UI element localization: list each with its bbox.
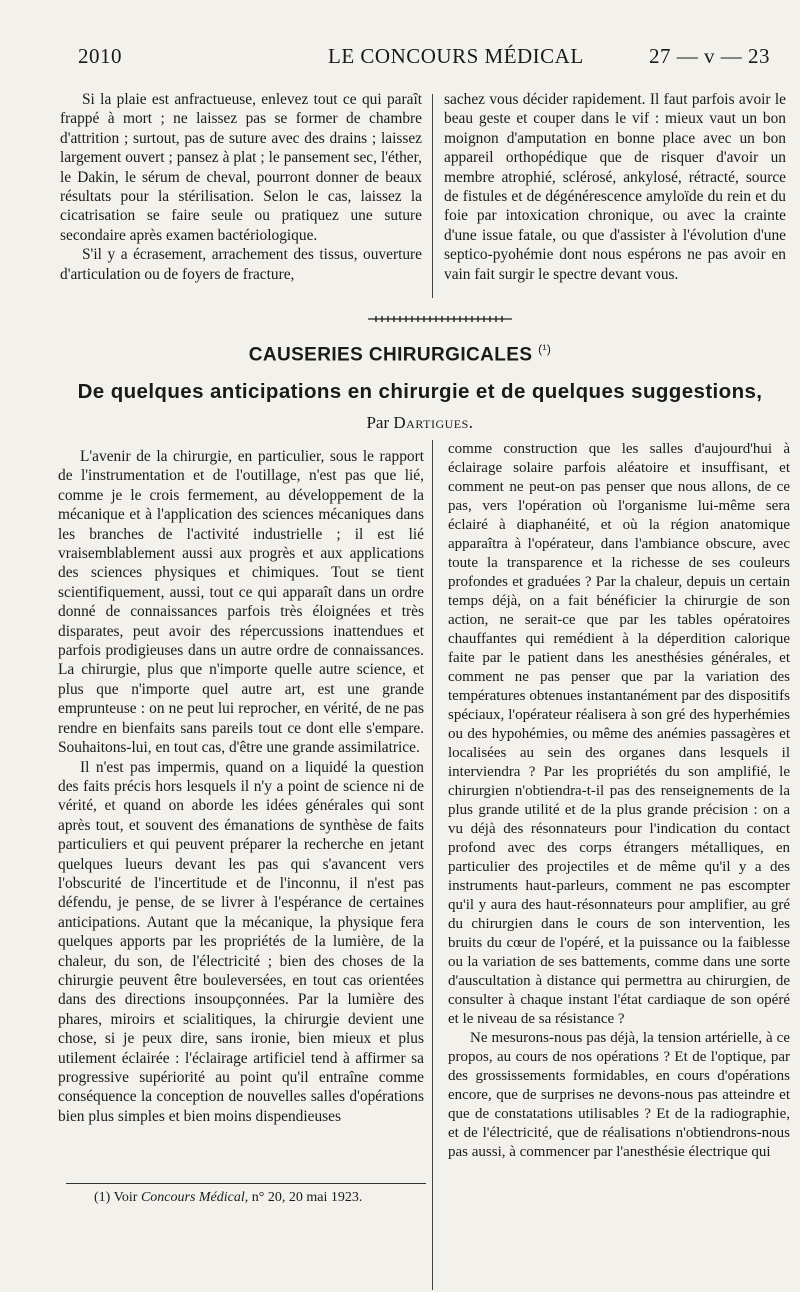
footnote-reference: n° 20, 20 mai 1923. (251, 1190, 363, 1205)
paragraph: sachez vous décider rapidement. Il faut parfois avoir le beau geste et couper dans le vif : mieux vaut un bon moignon d'amputation en bonne place avec un bon appareil orthopédique que de risquer d'avoir un membre atrophié, sclérosé, ankylosé, rétracté, source de fistules et de dégénérescence amyloïde du rein et du foie par intoxication chronique, ou avec la crainte d'une issue fatale, ou que d'assister à l'évolution d'une septico-pyohémie dont nous espérons ne pas avoir en vain fait surgir le spectre devant vous. (444, 91, 786, 283)
column-divider (432, 94, 433, 298)
paragraph: Il n'est pas impermis, quand on a liquidé la question des faits précis hors lesquels il n'y a point de science ni de vérité, et quand on aborde les idées générales qui sont après tout, et souvent des émanations de synthèse de faits particuliers et qui peuvent préparer la recherche en jetant quelques lueurs devant les pas qui s'avancent vers l'obscurité de l'incertitude et de l'inconnu, il n'est pas défendu, je pense, de se livrer à l'espérance de certaines anticipations. Autant que la mécanique, la physique fera quelques apports par les propriétés de la lumière, de la chaleur, du son, de l'électricité ; bien des choses de la chirurgie peuvent être bouleversées, en tout cas orientées dans des directions insoupçonnées. Par la lumière des phares, miroirs et scialitiques, la chirurgie devient une chose, si je peux dire, sans ironie, bien mieux et plus utilement éclairée : l'éclairage artificiel tend à affirmer sa progressive supériorité au point qu'il entraîne comme conséquence la conception de nouvelles salles d'opérations bien plus simples et bien moins dispendieuses (58, 758, 424, 1125)
section-title-text: CAUSERIES CHIRURGICALES (248, 344, 533, 366)
footnote-journal: Concours Médical, (140, 1190, 249, 1205)
article-title: De quelques anticipations en chirurgie et de quelques suggestions, (77, 380, 763, 403)
byline-prefix: Par (366, 413, 390, 432)
column-divider (432, 440, 433, 1290)
section-ornament (366, 314, 514, 324)
journal-title: LE CONCOURS MÉDICAL (328, 44, 584, 68)
footnote-rule (66, 1183, 426, 1184)
footnote (94, 1190, 362, 1206)
issue-date: 27 — v — 23 (649, 44, 770, 68)
running-header (78, 44, 770, 74)
author-name: Dartigues. (393, 413, 474, 432)
paragraph: L'avenir de la chirurgie, en particulier, sous le rapport de l'instrumentation et de l'outillage, n'est pas que lié, comme je le crois fermement, au développement de la mécanique et à l'application des sciences mécaniques dans les branches de l'activité industrielle ; il est lié vraisemblablement aussi aux progrès et aux applications des sciences physiques et chimiques. Tout se tient scientifiquement, aussi, tout ce qui apparaît dans un ordre donné de connaissances parfois très éloignées et très disparates, peut avoir des répercussions inattendues et parfois prodigieuses dans un autre ordre de connaissances. La chirurgie, plus que n'importe quelle autre science, et plus que n'importe quel autre art, est une grande emprunteuse : on ne peut lui reprocher, en vérité, de ne pas rendre en bienfaits sans pareils tout ce dont elle s'empare. Souhaitons-lui, en tout cas, d'être une grande assimilatrice. (58, 448, 424, 757)
paragraph: S'il y a écrasement, arrachement des tissus, ouverture d'articulation ou de foyers de fracture, (60, 246, 422, 283)
continued-text-right-column (444, 90, 786, 284)
footnote-marker: (¹) (538, 342, 552, 356)
page-number: 2010 (78, 44, 122, 68)
footnote-prefix: (1) Voir (94, 1190, 138, 1205)
section-heading (0, 342, 800, 366)
paragraph: Ne mesurons-nous pas déjà, la tension artérielle, à ce propos, au cours de nos opérations ? Et de l'optique, par des grossissements formidables, en cours d'opérations encore, que de surprises ne devons-nous pas atteindre et que de constatations utilisables ? Et de la radiographie, et de l'électricité, que de réalisations n'obtiendrons-nous pas aussi, à commencer par l'anesthésie électrique qui (448, 1030, 790, 1160)
byline (0, 413, 800, 433)
article-left-column (58, 447, 424, 1126)
article-right-column (448, 440, 790, 1162)
paragraph: Si la plaie est anfractueuse, enlevez tout ce qui paraît frappé à mort ; ne laissez pas se former de chambre d'attrition ; surtout, pas de suture avec des drains ; laissez largement ouvert ; pansez à plat ; le pansement sec, l'éther, le Dakin, le sérum de cheval, pourront donner de beaux résultats pour la stérilisation. Selon le cas, laissez la cicatrisation se faire seule ou pratiquez une suture secondaire après examen bactériologique. (60, 91, 422, 244)
continued-text-left-column (60, 90, 422, 284)
paragraph: comme construction que les salles d'aujourd'hui à éclairage solaire parfois aléatoire et insuffisant, et comment ne peut-on pas penser que nous allons, de ce pas, vers l'opération où l'organisme lui-même sera éclairé à diaphanéité, et où la région anatomique apparaîtra à l'opérateur, dans l'ambiance obscure, avec toute la transparence et la richesse de ses couleurs profondes et graduées ? Par la chaleur, depuis un certain temps déjà, on a fait bénéficier la chirurgie de son action, ne serait-ce que par les tables opératoires chauffantes qui remédient à la déperdition calorique faite par le patient dans les anesthésies générales, et comment ne pas penser que par la variation des températures obtenues instantanément par des dispositifs spéciaux, l'opérateur réalisera à son gré des hyperhémies ou des hypohémies, ou même des anémies passagères et localisées au sein des organes dans lesquels il interviendra ? Par les propriétés du son amplifié, le chirurgien n'obtiendra-t-il pas des renseignements de la plus grande utilité et de la plus grande précision : on a vu déjà des résonnateurs pour l'indication du contact profond avec des corps étrangers métalliques, en particulier des projectiles et de même qu'il y a des instruments haut-parleurs, comment ne pas escompter qu'il y aura des haut-résonnateurs pour amplifier, au gré du chirurgien dans le cours de son intervention, les bruits du cœur de l'opéré, et la puissance ou la faiblesse ou la variation de ses battements, comme dans une sorte d'auscultation à distance qui permettra au chirurgien, de consulter à chaque instant l'état cardiaque de son opéré et le niveau de sa résistance ? (448, 441, 790, 1027)
